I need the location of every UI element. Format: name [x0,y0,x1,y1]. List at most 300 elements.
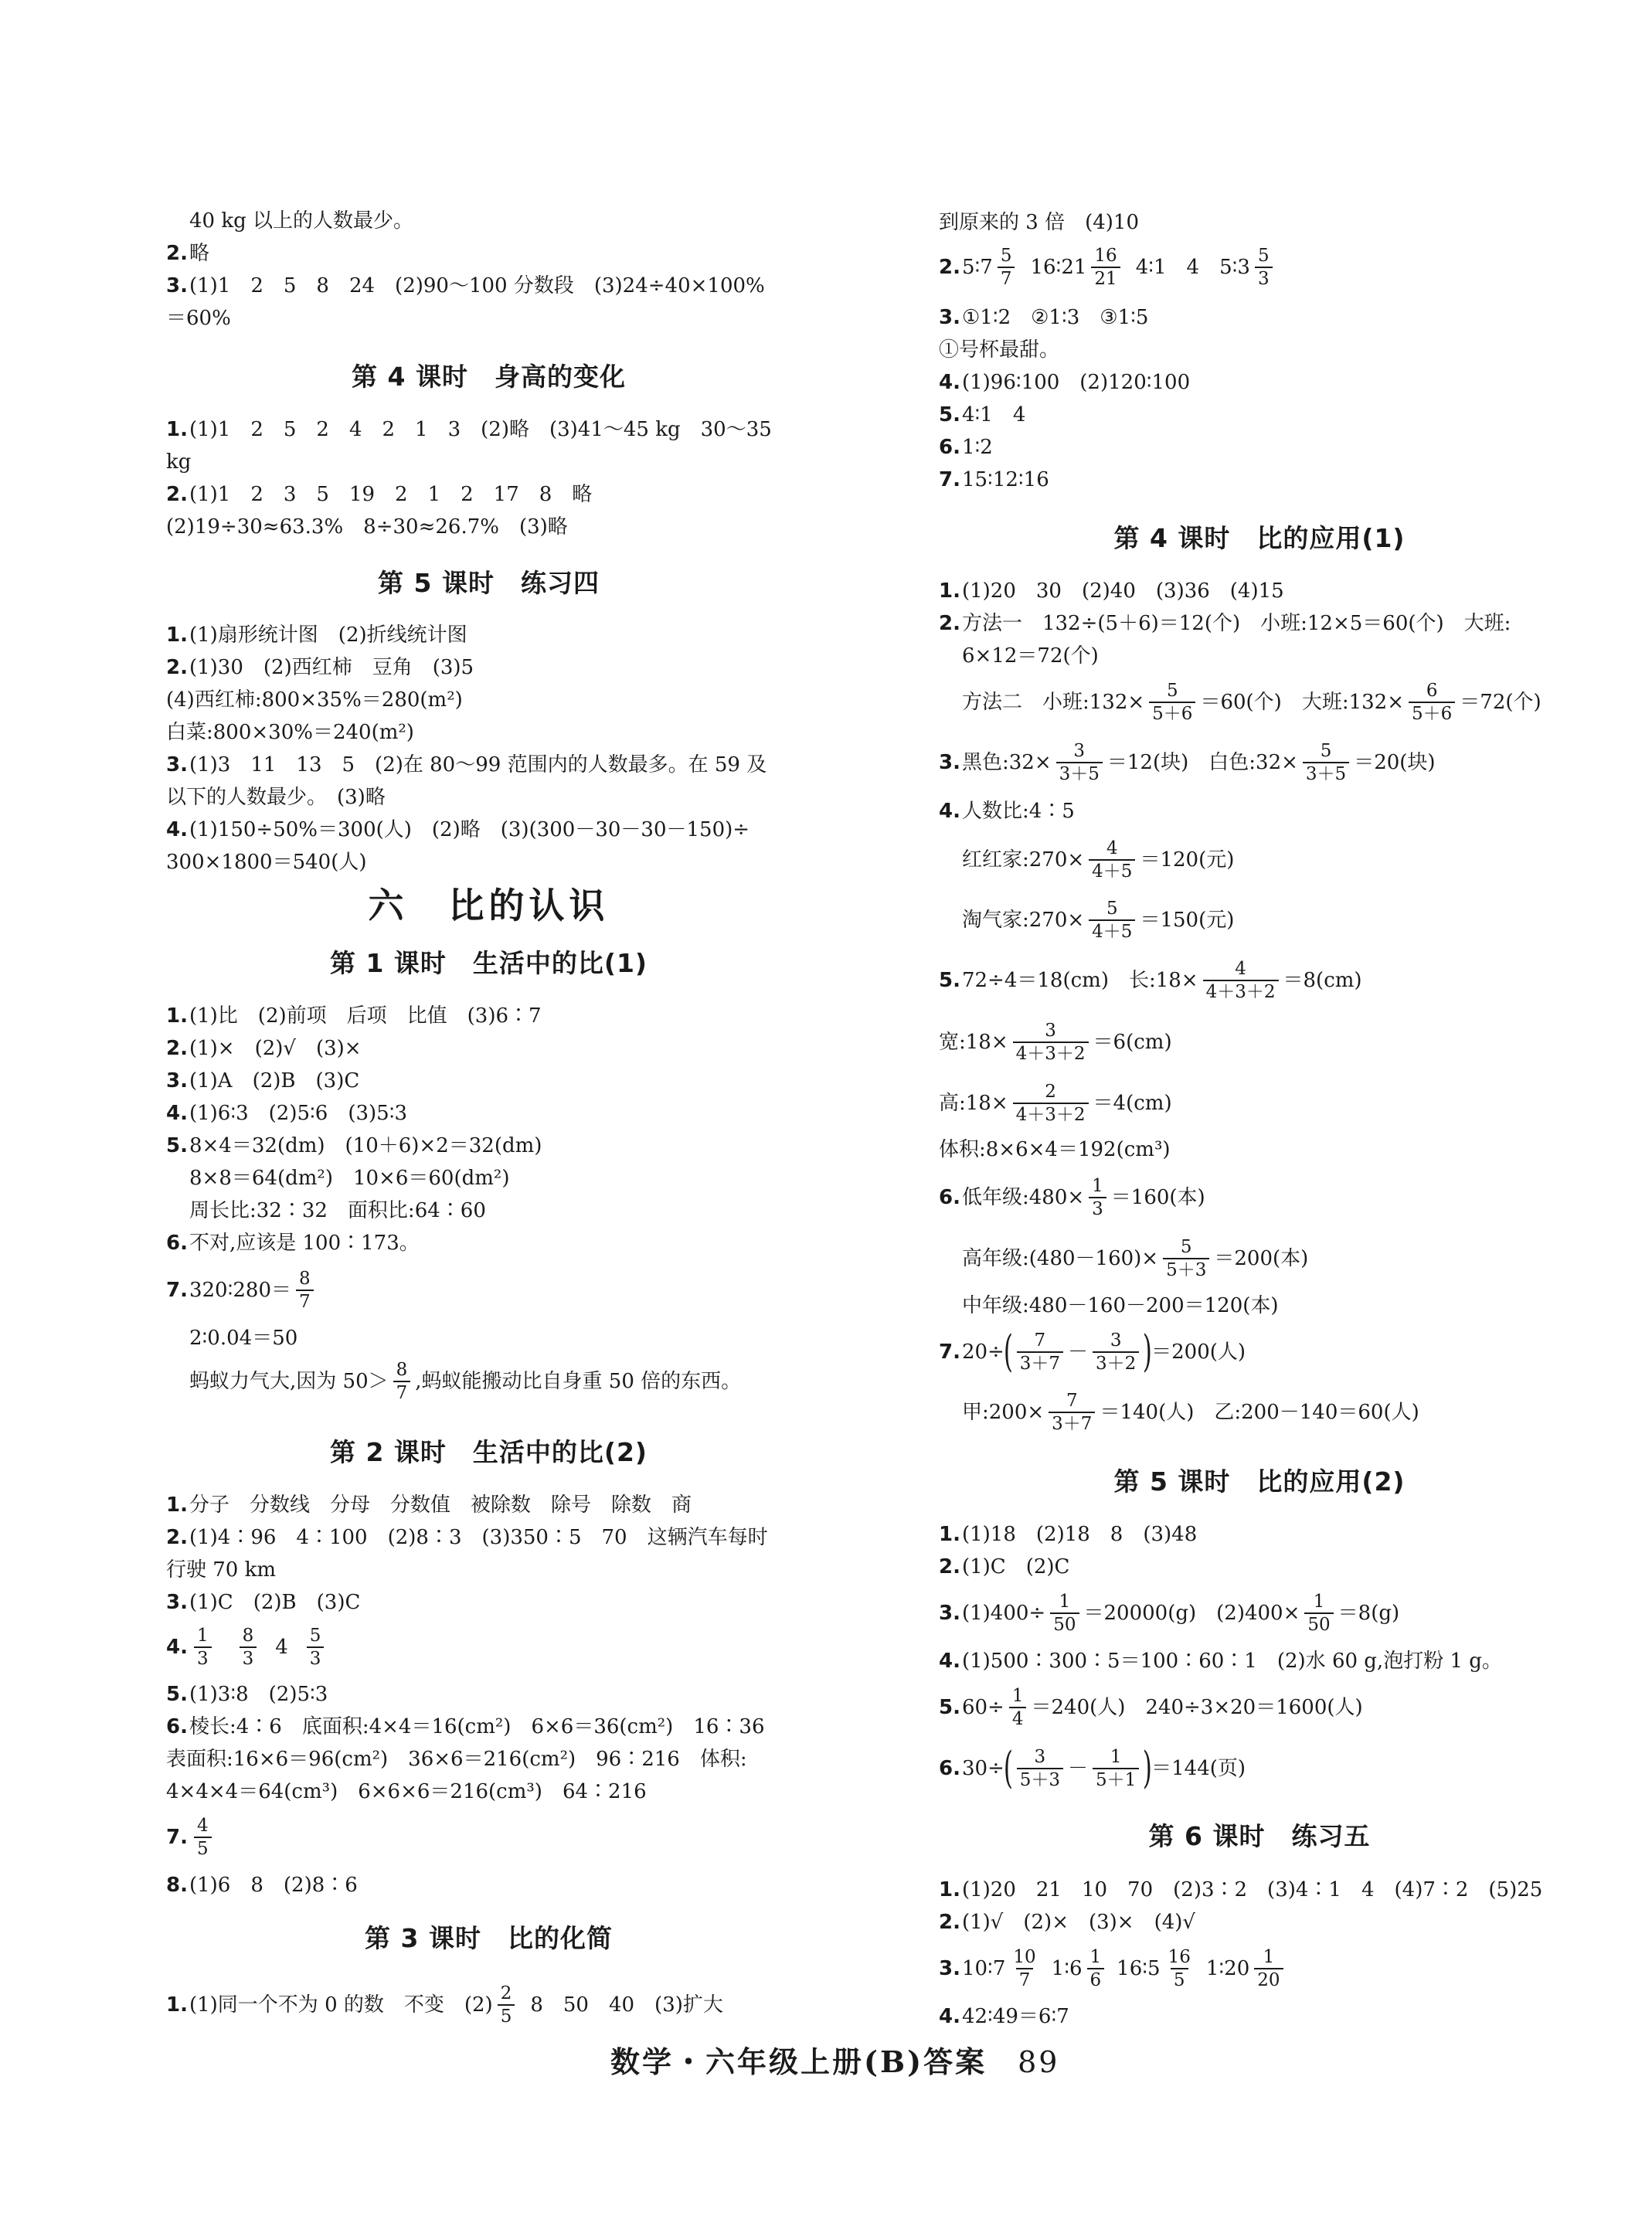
answer-line [939,1551,1069,1582]
item-number: 1. [939,579,960,603]
item-number: 5. [166,1134,188,1157]
denominator: 3＋5 [1056,762,1103,785]
item-number: 2. [939,256,960,279]
fraction [1165,1946,1194,1991]
text: ＝144(页) [1151,1757,1246,1780]
text: (1)A (2)B (3)C [189,1069,360,1093]
answer-line [939,399,1025,430]
answer-line [939,246,1277,289]
answer-line [939,1907,1195,1938]
denominator: 5＋3 [1163,1258,1209,1281]
item-number: 4. [166,1636,188,1659]
item-number: 3. [166,753,188,776]
fraction [1163,1236,1209,1281]
answer-line [962,1290,1279,1321]
numerator: 1 [1263,1947,1275,1967]
numerator: 10 [1013,1947,1036,1967]
text: 棱长:4∶6 底面积:4×4＝16(cm²) 6×6＝36(cm²) 16∶36 [189,1715,765,1738]
answer-line [166,717,414,748]
text: (1)150÷50%＝300(人) (2)略 (3)(300－30－30－150)÷ [189,818,750,841]
text: (1)1 2 5 8 24 (2)90～100 分数段 (3)24÷40×100% [189,274,765,297]
fraction [194,1625,212,1670]
lesson-heading: 第 3 课时 比的化简 [365,1923,613,1953]
denominator: 3 [307,1646,325,1670]
fraction [1089,838,1135,882]
item-number: 3. [939,1957,960,1980]
text: ＝72(个) [1460,691,1542,714]
text: 4 [275,1636,288,1659]
text: 行驶 70 km [166,1558,277,1582]
answer-line [166,1983,723,2027]
footer-title: 数学・六年级上册(B)答案 [610,2044,987,2079]
answer-line [166,1228,420,1259]
text: 人数比:4∶5 [961,800,1075,823]
denominator: 5＋6 [1149,702,1195,725]
text: (1)20 30 (2)40 (3)36 (4)15 [961,579,1284,603]
answer-line [166,1269,318,1312]
fraction [1049,1390,1095,1435]
fraction [1409,680,1455,725]
denominator: 7 [296,1290,314,1313]
text: (1)6∶3 (2)5∶6 (3)5∶3 [189,1102,408,1125]
text: (1)500∶300∶5＝100∶60∶1 (2)水 60 g,泡打粉 1 g。 [961,1650,1502,1673]
text: 4×4×4＝64(cm³) 6×6×6＝216(cm³) 64∶216 [166,1780,647,1803]
answer-line [939,432,993,463]
fraction [1304,1591,1333,1636]
text: 8×4＝32(dm) (10＋6)×2＝32(dm) [189,1134,542,1157]
text: 8 50 40 (3)扩大 [530,1993,723,2017]
numerator: 7 [1034,1330,1046,1351]
page-number: 89 [1018,2045,1060,2079]
denominator: 4＋3＋2 [1203,980,1279,1003]
answer-line [166,1744,747,1775]
lesson-heading: 第 6 课时 练习五 [1148,1821,1371,1851]
answer-line [939,335,1059,365]
text: ＝60% [166,307,231,330]
numerator: 1 [1110,1747,1122,1767]
item-number: 5. [939,403,960,426]
open-paren: ( [1003,1743,1013,1793]
text: 6×12＝72(个) [962,644,1099,668]
numerator: 1 [1313,1592,1325,1612]
answer-line [166,814,750,845]
answer-line [962,1391,1419,1434]
close-paren: ) [1143,1743,1153,1793]
text: 320∶280＝ [189,1279,291,1302]
denominator: 50 [1050,1612,1079,1636]
text: ＝120(元) [1140,848,1235,872]
denominator: 5 [498,2004,515,2027]
text: (1)20 21 10 70 (2)3∶2 (3)4∶1 4 (4)7∶2 (5)25 [961,1878,1543,1901]
unit-title: 六 比的认识 [368,885,610,926]
numerator: 4 [1106,838,1118,858]
answer-line [939,302,1148,333]
item-number: 1. [166,1493,188,1517]
fraction [393,1359,411,1404]
text: 2∶0.04＝50 [189,1327,298,1350]
answer-line [166,1490,692,1521]
answer-line [962,641,1099,671]
fraction [307,1625,325,1670]
text: (1)400÷ [961,1602,1046,1625]
fraction [1013,1020,1089,1065]
text: (1)18 (2)18 8 (3)48 [961,1523,1198,1546]
text: 淘气家:270× [962,909,1085,932]
text: (1)30 (2)西红柿 豆角 (3)5 [189,656,474,679]
item-number: 4. [939,2005,960,2028]
text: 300×1800＝540(人) [166,851,367,874]
item-number: 6. [939,1757,960,1780]
answer-line [939,1176,1205,1219]
numerator: 5 [1106,899,1118,919]
item-number: 8. [166,1874,188,1897]
item-number: 6. [939,1186,960,1209]
text: ＝200(人) [1151,1341,1246,1364]
text: (1)1 2 3 5 19 2 1 2 17 8 略 [189,483,593,506]
numerator: 1 [1089,1947,1102,1967]
text: (1)C (2)C [961,1555,1070,1578]
numerator: 1 [1011,1686,1024,1706]
numerator: 1 [1092,1176,1103,1196]
item-number: 1. [166,418,188,441]
denominator: 4＋5 [1089,919,1135,943]
denominator: 3＋7 [1017,1351,1063,1375]
item-number: 2. [166,242,188,265]
answer-line [166,1587,360,1618]
denominator: 5 [194,1837,212,1860]
denominator: 7 [393,1381,411,1404]
answer-line [939,741,1436,784]
fraction [1091,245,1120,290]
text: 表面积:16×6＝96(cm²) 36×6＝216(cm²) 96∶216 体积: [166,1748,747,1771]
item-number: 6. [939,436,960,459]
text: 黑色:32× [961,751,1052,774]
text: ＝8(g) [1338,1602,1400,1625]
denominator: 5＋6 [1409,702,1455,725]
fraction [1089,1175,1106,1220]
answer-line [166,1776,647,1807]
denominator: 21 [1091,267,1120,290]
text: ,蚂蚁能搬动比自身重 50 倍的东西。 [415,1370,742,1393]
fraction [1010,1946,1038,1991]
item-number: 2. [166,483,188,506]
denominator: 4＋5 [1089,859,1135,882]
denominator: 3 [1089,1197,1106,1220]
text: (1)比 (2)前项 后项 比值 (3)6∶7 [189,1004,542,1028]
numerator: 2 [500,1983,512,2003]
text: 分子 分数线 分母 分数值 被除数 除号 除数 商 [189,1493,692,1517]
numerator: 1 [196,1626,209,1646]
answer-line [166,847,367,878]
text: 20÷ [961,1341,1004,1364]
fraction [998,245,1015,290]
answer-line [166,270,765,301]
item-number: 2. [166,1526,188,1549]
answer-line [939,1874,1542,1905]
text: 5∶7 [961,256,993,279]
answer-line [939,1519,1197,1550]
fraction [1255,245,1273,290]
item-number: 1. [939,1523,960,1546]
lesson-heading: 第 4 课时 比的应用(1) [1113,523,1406,553]
lesson-heading: 第 5 课时 练习四 [378,568,600,598]
answer-line [166,749,767,780]
denominator: 4＋3＋2 [1013,1103,1089,1126]
answer-line [166,685,463,715]
answer-line [939,2001,1069,2032]
denominator: 3＋5 [1303,762,1349,785]
denominator: 3＋2 [1093,1351,1139,1375]
lesson-heading: 第 4 课时 身高的变化 [352,362,626,392]
item-number: 7. [166,1826,188,1849]
numerator: 5 [1320,741,1332,761]
numerator: 3 [1110,1330,1122,1351]
item-number: 5. [166,1683,188,1706]
item-number: 6. [166,1715,188,1738]
numerator: 8 [242,1626,254,1646]
answer-line: 6. 30÷ ( $\frac{3}{5+3}$ － $\frac{1}{5+1}$ ) ＝144(页) [939,1743,1246,1793]
text: 宽:18× [939,1031,1008,1054]
answer-line [166,414,772,445]
text: 60÷ [961,1696,1004,1719]
text: (1)1 2 5 2 4 2 1 3 (2)略 (3)41～45 kg 30～35 [189,418,772,441]
denominator: 5 [1171,1968,1188,1991]
denominator: 5＋3 [1017,1768,1063,1791]
text: 方法一 132÷(5＋6)＝12(个) 小班:12×5＝60(个) 大班: [961,612,1511,635]
answer-line [939,1082,1172,1125]
numerator: 5 [1180,1237,1192,1257]
fraction [1089,898,1135,943]
answer-line [939,1686,1363,1729]
item-number: 3. [166,1069,188,1093]
text: (1)√ (2)× (3)× (4)√ [961,1911,1195,1934]
text: ＝20000(g) (2)400× [1083,1602,1300,1625]
fraction [1203,958,1279,1003]
fraction [498,1983,515,2027]
text: 1∶6 [1051,1957,1083,1980]
answer-line [939,367,1190,398]
answer-line [189,206,413,236]
text: 40 kg 以上的人数最少。 [189,209,414,233]
item-number: 4. [166,1102,188,1125]
text: ＝8(cm) [1283,969,1362,992]
answer-line [166,652,474,683]
item-number: 7. [939,468,960,491]
numerator: 1 [1059,1592,1071,1612]
lesson-heading: 第 1 课时 生活中的比(1) [329,948,648,978]
numerator: 3 [1073,741,1086,761]
text: 略 [189,242,209,265]
text: ＝160(本) [1110,1186,1205,1209]
item-number: 1. [166,1993,188,2017]
text: 甲:200× [962,1401,1045,1424]
text: ＝6(cm) [1093,1031,1172,1054]
text: ＝4(cm) [1093,1092,1172,1115]
text: 不对,应该是 100∶173。 [189,1232,420,1255]
item-number: 7. [166,1279,188,1302]
close-paren: ) [1143,1327,1153,1377]
text: 红红家:270× [962,848,1085,872]
numerator: 5 [1000,246,1012,266]
fraction [1149,680,1195,725]
answer-line [939,464,1049,495]
item-number: 2. [166,1037,188,1060]
numerator: 4 [1235,959,1246,979]
fraction [1050,1591,1079,1636]
numerator: 5 [1166,681,1178,701]
fraction [1056,740,1103,785]
item-number: 2. [939,612,960,635]
text: (1)扇形统计图 (2)折线统计图 [189,624,467,647]
text: (1)96∶100 (2)120∶100 [961,371,1191,394]
text: ①号杯最甜。 [939,338,1060,362]
denominator: 3 [194,1646,212,1670]
text: 蚂蚁力气大,因为 50＞ [189,1370,389,1393]
fraction [240,1625,257,1670]
answer-line [166,479,592,510]
fraction [1017,1746,1063,1791]
answer-line [939,1021,1172,1064]
item-number: 2. [939,1911,960,1934]
answer-line [939,1646,1502,1677]
text: 15∶12∶16 [961,468,1049,491]
answer-line [189,1195,486,1226]
item-number: 4. [166,818,188,841]
text: (1)同一个不为 0 的数 不变 (2) [189,1993,493,2017]
open-paren: ( [1003,1327,1013,1377]
answer-line [166,1870,358,1901]
answer-line [189,1323,297,1354]
denominator: 6 [1087,1968,1105,1991]
denominator: 3 [1255,267,1273,290]
text: 中年级:480－160－200＝120(本) [962,1294,1279,1317]
item-number: 2. [939,1555,960,1578]
text: (1)3 11 13 5 (2)在 80～99 范围内的人数最多。在 59 及 [189,753,767,776]
item-number: 5. [939,969,960,992]
text: ＝20(块) [1354,751,1436,774]
answer-line [939,1592,1400,1635]
answer-line [962,899,1235,942]
numerator: 7 [1066,1391,1078,1411]
denominator: 4＋3＋2 [1013,1042,1089,1065]
denominator: 7 [998,267,1015,290]
text: 4∶1 4 5∶3 [1135,256,1250,279]
fraction [1017,1330,1063,1375]
text: 30÷ [961,1757,1004,1780]
fraction [296,1268,314,1313]
item-number: 3. [939,1602,960,1625]
answer-line [939,796,1075,827]
numerator: 6 [1426,681,1438,701]
answer-line [939,207,1139,238]
text: 高:18× [939,1092,1008,1115]
fraction [1303,740,1349,785]
answer-line [166,1522,768,1553]
answer-line [166,620,467,651]
item-number: 3. [166,1591,188,1614]
item-number: 2. [166,656,188,679]
text: 以下的人数最少。 (3)略 [166,786,386,809]
answer-line [166,782,386,813]
answer-line [166,1555,276,1585]
text: ＝150(元) [1140,909,1235,932]
answer-line [166,1816,216,1859]
answer-line [939,608,1511,639]
fraction [1087,1946,1105,1991]
text: 42∶49＝6∶7 [961,2005,1069,2028]
fraction [1093,1330,1139,1375]
answer-line [166,303,231,334]
text: (1)3∶8 (2)5∶3 [189,1683,328,1706]
text: 16∶5 [1117,1957,1161,1980]
answer-line: 7. 20÷ ( $\frac{7}{3+7}$ － $\frac{3}{3+2}$ ) ＝200(人) [939,1327,1246,1377]
page-footer [610,2038,1059,2081]
denominator: 7 [1016,1968,1034,1991]
lesson-heading: 第 2 课时 生活中的比(2) [329,1437,648,1467]
item-number: 7. [939,1341,960,1364]
answer-line [962,681,1542,724]
text: ①1∶2 ②1∶3 ③1∶5 [961,306,1149,329]
denominator: 3＋7 [1049,1412,1095,1435]
text: 72÷4＝18(cm) 长:18× [961,969,1198,992]
text: (2)19÷30≈63.3% 8÷30≈26.7% (3)略 [166,515,568,539]
numerator: 2 [1045,1082,1056,1102]
text: ＝140(人) 乙:200－140＝60(人) [1100,1401,1419,1424]
text: 周长比:32∶32 面积比:64∶60 [189,1199,486,1222]
text: 8×8＝64(dm²) 10×6＝60(dm²) [189,1167,510,1190]
answer-line [166,1065,359,1096]
text: ＝200(本) [1214,1247,1309,1270]
numerator: 16 [1094,246,1117,266]
item-number: 4. [939,1650,960,1673]
numerator: 3 [1034,1747,1046,1767]
text: ＝240(人) 240÷3×20＝1600(人) [1031,1696,1363,1719]
answer-line [189,1360,742,1403]
text: 16∶21 [1030,256,1087,279]
denominator: 4 [1009,1707,1027,1730]
text: ＝12(块) 白色:32× [1106,751,1298,774]
item-number: 3. [939,306,960,329]
numerator: 5 [309,1626,321,1646]
fraction [1009,1685,1027,1730]
item-number: 5. [939,1696,960,1719]
text: 1∶2 [961,436,993,459]
denominator: 50 [1304,1612,1333,1636]
fraction [1254,1946,1283,1991]
item-number: 6. [166,1232,188,1255]
answer-line [166,511,568,542]
answer-line [189,1163,509,1194]
text: ＝60(个) 大班:132× [1200,691,1404,714]
answer-line [166,1001,542,1031]
item-number: 1. [166,1004,188,1028]
denominator: 3 [240,1646,257,1670]
answer-line [166,1711,765,1742]
lesson-heading: 第 5 课时 比的应用(2) [1113,1466,1406,1497]
text: 10∶7 [961,1957,1006,1980]
text: (1)C (2)B (3)C [189,1591,361,1614]
item-number: 3. [939,751,960,774]
item-number: 1. [939,1878,960,1901]
text: 4∶1 4 [961,403,1026,426]
answer-line [166,1033,362,1064]
text: 低年级:480× [961,1186,1085,1209]
fraction [1093,1746,1139,1791]
denominator: 5＋1 [1093,1768,1139,1791]
denominator: 20 [1254,1968,1283,1991]
text: 体积:8×6×4＝192(cm³) [939,1138,1171,1161]
answer-line [166,1679,328,1710]
